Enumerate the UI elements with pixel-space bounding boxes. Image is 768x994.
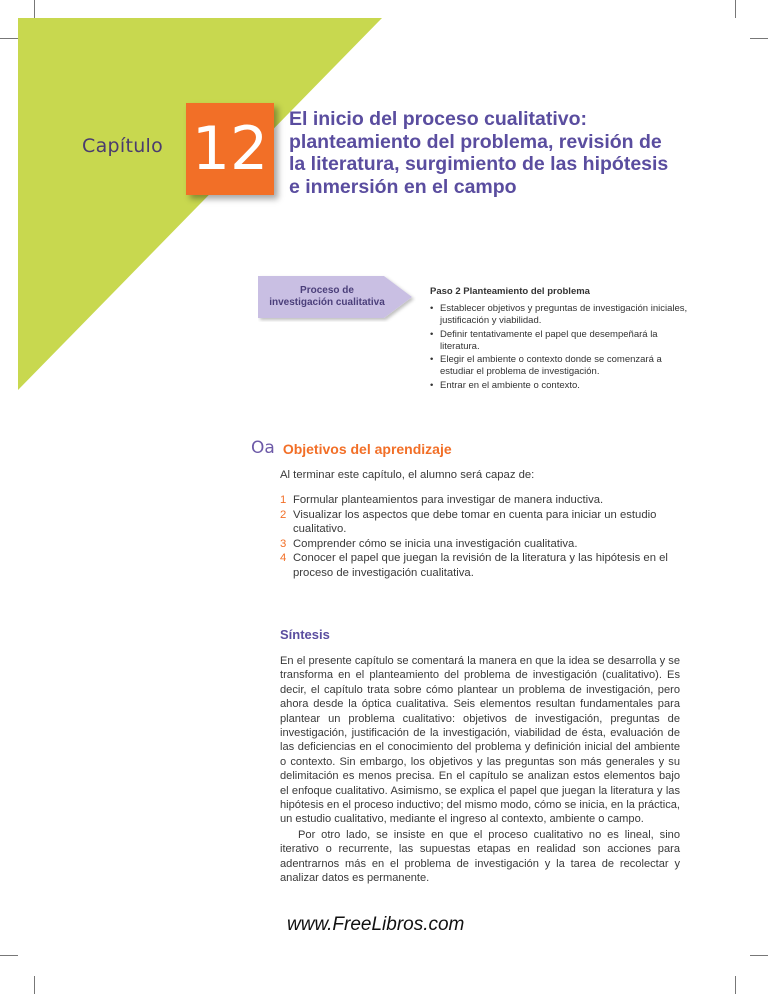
objective-text: Formular planteamientos para investigar de manera inductiva. [293,494,604,506]
objective-number: 4 [280,552,287,564]
chapter-label: Capítulo [82,135,164,157]
objective-text: Conocer el papel que juegan la revisión de la literatura y las hipótesis en el proceso de investigación cualitativa. [293,552,668,579]
chapter-number-box: 12 [186,103,274,195]
objective-number: 1 [280,494,287,506]
step-item: • Elegir el ambiente o contexto donde se comenzará a estudiar el problema de investigación. [430,354,690,379]
chapter-title: El inicio del proceso cualitativo: planteamiento del problema, revisión de la literatura, surgimiento de las hipótesis e inmersión en el campo [289,108,669,198]
objective-item [280,508,680,537]
objective-text: Comprender cómo se inicia una investigación cualitativa. [293,537,578,550]
step-item: • Definir tentativamente el papel que desempeñará la literatura. [430,329,690,354]
step-item: • Establecer objetivos y preguntas de investigación iniciales, justificación y viabilidad. [430,303,690,328]
objectives-header [251,440,452,457]
process-label: Proceso de investigación cualitativa [269,285,385,308]
synthesis-paragraph: En el presente capítulo se comentará la manera en que la idea se desarrolla y se transforma en el planteamiento del problema de investigación (cualitativo). Es decir, el capítulo trata sobre cómo plantear un problema de investigación, pero ahora desde la óptica cualitativa. Seis elementos resultan fundamentales para plantear un problema cualitativo: objetivos de investigación, preguntas de investigación, justificación de la investigación, viabilidad de ésta, evaluación de las deficiencias en el conocimiento del problema y definición inicial del ambiente o contexto. Sin embargo, los objetivos y las preguntas son más generales y su delimitación es menos precisa. En el capítulo se analizan estos elementos bajo el enfoque cualitativo. Asimismo, se explica el papel que juegan la literatura y las hipótesis en el proceso inductivo; del mismo modo, cómo se inicia, en la práctica, un estudio cualitativo, mediante el ingreso al contexto, ambiente o campo. [280,655,680,826]
step-heading: Paso 2 Planteamiento del problema [430,286,590,297]
synthesis-title: Síntesis [280,627,330,642]
objective-item [280,537,680,552]
objectives-title: Objetivos del aprendizaje [282,440,452,457]
objective-number: 2 [280,508,287,521]
synthesis-paragraph: Por otro lado, se insiste en que el proceso cualitativo no es lineal, sino iterativo o recurrente, las supuestas etapas en realidad son acciones para adentrarnos más en el problema de investigación y la tarea de recolectar y analizar datos es permanente. [280,829,680,885]
step-list [430,303,690,392]
objective-item [280,551,680,580]
objective-item [280,493,680,508]
objectives-oa-icon: Oa [251,438,275,458]
objective-number: 3 [280,537,287,550]
step-block [430,286,690,393]
objectives-list [280,493,680,580]
objective-text: Visualizar los aspectos que debe tomar en cuenta para iniciar un estudio cualitativo. [293,508,657,535]
footer-url: www.FreeLibros.com [287,914,465,935]
objectives-intro: Al terminar este capítulo, el alumno será capaz de: [280,469,535,481]
step-item: • Entrar en el ambiente o contexto. [430,380,690,392]
